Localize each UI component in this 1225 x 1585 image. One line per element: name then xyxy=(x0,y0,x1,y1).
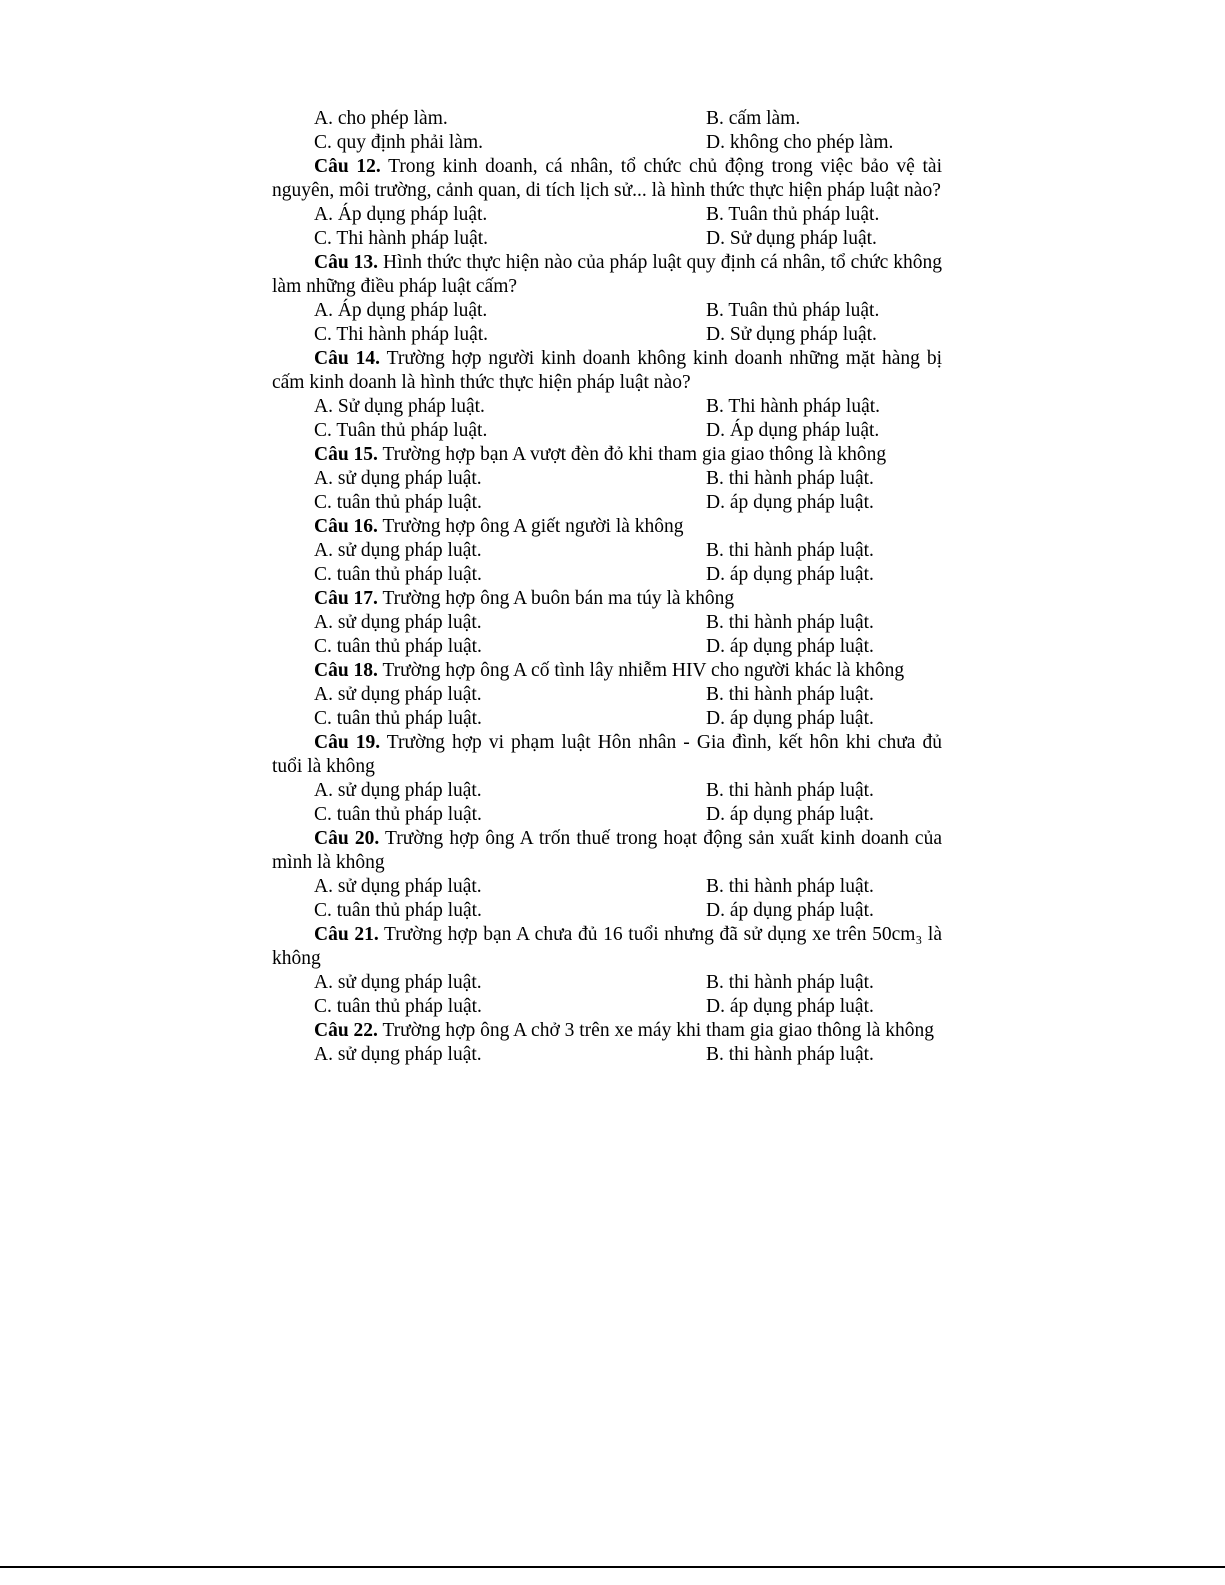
option-row xyxy=(272,803,942,827)
question-text: Trường hợp ông A giết người là không xyxy=(377,516,684,537)
option-row xyxy=(272,395,942,419)
option-a: A. Áp dụng pháp luật. xyxy=(314,300,488,321)
page-bottom-border xyxy=(0,1566,1225,1568)
option-c: C. tuân thủ pháp luật. xyxy=(314,804,482,825)
option-b: B. cấm làm. xyxy=(706,108,801,129)
option-b: B. Tuân thủ pháp luật. xyxy=(706,300,880,321)
option-a: A. sử dụng pháp luật. xyxy=(314,972,482,993)
option-b: B. thi hành pháp luật. xyxy=(706,1044,874,1065)
question-label: Câu 22. xyxy=(314,1020,378,1041)
option-d: D. Sử dụng pháp luật. xyxy=(706,324,877,345)
option-b: B. thi hành pháp luật. xyxy=(706,612,874,633)
option-row xyxy=(272,467,942,491)
option-row xyxy=(272,323,942,347)
option-row xyxy=(272,971,942,995)
option-a: A. sử dụng pháp luật. xyxy=(314,1044,482,1065)
question-text: Trường hợp vi phạm luật Hôn nhân - Gia đình, kết hôn khi chưa đủ tuổi là không xyxy=(272,732,942,777)
option-b: B. thi hành pháp luật. xyxy=(706,468,874,489)
option-c: C. tuân thủ pháp luật. xyxy=(314,708,482,729)
option-row xyxy=(272,107,942,131)
option-a: A. sử dụng pháp luật. xyxy=(314,780,482,801)
option-d: D. Áp dụng pháp luật. xyxy=(706,420,880,441)
option-row xyxy=(272,899,942,923)
question-text: Trường hợp người kinh doanh không kinh doanh những mặt hàng bị cấm kinh doanh là hình thức thực hiện pháp luật nào? xyxy=(272,348,942,393)
question-text: Trường hợp ông A cố tình lây nhiễm HIV cho người khác là không xyxy=(377,660,905,681)
option-c: C. tuân thủ pháp luật. xyxy=(314,492,482,513)
question-label: Câu 14. xyxy=(314,348,380,369)
document-page xyxy=(272,107,942,1067)
option-d: D. áp dụng pháp luật. xyxy=(706,492,874,513)
question-label: Câu 19. xyxy=(314,732,381,753)
option-b: B. thi hành pháp luật. xyxy=(706,972,874,993)
question-20 xyxy=(272,827,942,875)
option-row xyxy=(272,707,942,731)
option-a: A. Áp dụng pháp luật. xyxy=(314,204,488,225)
option-b: B. Thi hành pháp luật. xyxy=(706,396,881,417)
option-d: D. không cho phép làm. xyxy=(706,132,894,153)
option-row xyxy=(272,611,942,635)
option-d: D. áp dụng pháp luật. xyxy=(706,804,874,825)
option-row xyxy=(272,227,942,251)
option-c: C. tuân thủ pháp luật. xyxy=(314,564,482,585)
option-c: C. Tuân thủ pháp luật. xyxy=(314,420,488,441)
option-row xyxy=(272,683,942,707)
question-22 xyxy=(272,1019,942,1043)
option-d: D. Sử dụng pháp luật. xyxy=(706,228,877,249)
option-d: D. áp dụng pháp luật. xyxy=(706,564,874,585)
option-row xyxy=(272,1043,942,1067)
option-row xyxy=(272,131,942,155)
option-row xyxy=(272,563,942,587)
option-a: A. sử dụng pháp luật. xyxy=(314,684,482,705)
option-a: A. sử dụng pháp luật. xyxy=(314,612,482,633)
question-17 xyxy=(272,587,942,611)
question-12 xyxy=(272,155,942,203)
question-text: Trong kinh doanh, cá nhân, tổ chức chủ động trong việc bảo vệ tài nguyên, môi trường, cảnh quan, di tích lịch sử... là hình thức thực hiện pháp luật nào? xyxy=(272,156,942,201)
option-b: B. thi hành pháp luật. xyxy=(706,684,874,705)
option-row xyxy=(272,995,942,1019)
option-d: D. áp dụng pháp luật. xyxy=(706,708,874,729)
option-row xyxy=(272,419,942,443)
option-c: C. Thi hành pháp luật. xyxy=(314,324,489,345)
question-text: Hình thức thực hiện nào của pháp luật quy định cá nhân, tổ chức không làm những điều pháp luật cấm? xyxy=(272,252,942,297)
option-d: D. áp dụng pháp luật. xyxy=(706,636,874,657)
question-15 xyxy=(272,443,942,467)
question-text: Trường hợp bạn A chưa đủ 16 tuổi nhưng đã sử dụng xe trên 50cm₃ là không xyxy=(272,924,942,969)
option-row xyxy=(272,635,942,659)
option-a: A. sử dụng pháp luật. xyxy=(314,468,482,489)
question-13 xyxy=(272,251,942,299)
option-row xyxy=(272,779,942,803)
option-row xyxy=(272,299,942,323)
question-text: Trường hợp ông A buôn bán ma túy là không xyxy=(377,588,735,609)
option-d: D. áp dụng pháp luật. xyxy=(706,900,874,921)
option-d: D. áp dụng pháp luật. xyxy=(706,996,874,1017)
option-row xyxy=(272,203,942,227)
question-label: Câu 17. xyxy=(314,588,378,609)
question-18 xyxy=(272,659,942,683)
option-c: C. quy định phải làm. xyxy=(314,132,483,153)
option-b: B. thi hành pháp luật. xyxy=(706,540,874,561)
question-label: Câu 20. xyxy=(314,828,380,849)
question-text: Trường hợp bạn A vượt đèn đỏ khi tham gia giao thông là không xyxy=(377,444,887,465)
option-row xyxy=(272,875,942,899)
option-a: A. cho phép làm. xyxy=(314,108,448,129)
option-c: C. Thi hành pháp luật. xyxy=(314,228,489,249)
option-b: B. thi hành pháp luật. xyxy=(706,780,874,801)
question-19 xyxy=(272,731,942,779)
question-label: Câu 12. xyxy=(314,156,381,177)
option-b: B. Tuân thủ pháp luật. xyxy=(706,204,880,225)
option-a: A. sử dụng pháp luật. xyxy=(314,876,482,897)
question-16 xyxy=(272,515,942,539)
option-b: B. thi hành pháp luật. xyxy=(706,876,874,897)
question-21 xyxy=(272,923,942,971)
question-14 xyxy=(272,347,942,395)
question-label: Câu 15. xyxy=(314,444,378,465)
option-a: A. sử dụng pháp luật. xyxy=(314,540,482,561)
option-c: C. tuân thủ pháp luật. xyxy=(314,996,482,1017)
option-c: C. tuân thủ pháp luật. xyxy=(314,636,482,657)
question-text: Trường hợp ông A chở 3 trên xe máy khi tham gia giao thông là không xyxy=(377,1020,934,1041)
question-label: Câu 18. xyxy=(314,660,378,681)
option-row xyxy=(272,539,942,563)
option-c: C. tuân thủ pháp luật. xyxy=(314,900,482,921)
question-label: Câu 21. xyxy=(314,924,379,945)
question-label: Câu 13. xyxy=(314,252,379,273)
option-a: A. Sử dụng pháp luật. xyxy=(314,396,485,417)
question-label: Câu 16. xyxy=(314,516,378,537)
option-row xyxy=(272,491,942,515)
question-text: Trường hợp ông A trốn thuế trong hoạt động sản xuất kinh doanh của mình là không xyxy=(272,828,942,873)
